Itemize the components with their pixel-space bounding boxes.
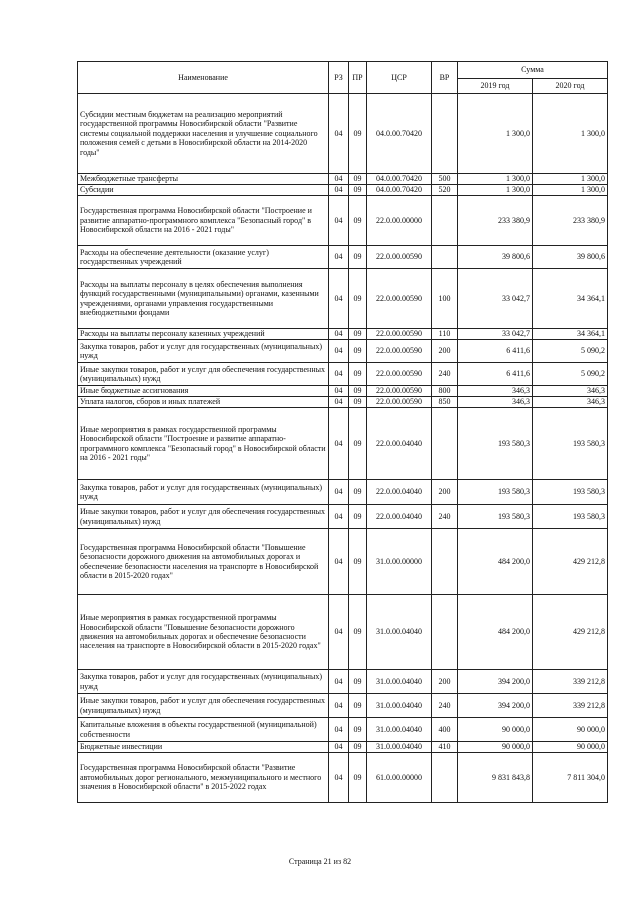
cell-rz: 04 xyxy=(329,397,349,408)
cell-sum-2020: 90 000,0 xyxy=(533,742,608,753)
cell-vr xyxy=(432,595,458,670)
cell-sum-2019: 33 042,7 xyxy=(458,269,533,329)
cell-vr xyxy=(432,529,458,595)
cell-sum-2020: 1 300,0 xyxy=(533,174,608,185)
table-row xyxy=(78,397,608,408)
cell-csr: 22.0.00.00590 xyxy=(367,386,432,397)
cell-vr xyxy=(432,408,458,480)
cell-sum-2019: 1 300,0 xyxy=(458,185,533,196)
cell-csr: 22.0.00.00590 xyxy=(367,340,432,363)
cell-sum-2019: 6 411,6 xyxy=(458,340,533,363)
cell-sum-2020: 193 580,3 xyxy=(533,480,608,505)
cell-sum-2020: 34 364,1 xyxy=(533,269,608,329)
cell-pr: 09 xyxy=(349,529,367,595)
table-row xyxy=(78,753,608,803)
cell-sum-2020: 90 000,0 xyxy=(533,718,608,742)
cell-rz: 04 xyxy=(329,269,349,329)
cell-csr: 22.0.00.00590 xyxy=(367,363,432,386)
cell-sum-2019: 33 042,7 xyxy=(458,329,533,340)
cell-vr: 200 xyxy=(432,340,458,363)
cell-pr: 09 xyxy=(349,329,367,340)
cell-vr: 200 xyxy=(432,480,458,505)
cell-rz: 04 xyxy=(329,174,349,185)
cell-name: Иные закупки товаров, работ и услуг для обеспечения государственных (муниципальных) нужд xyxy=(78,505,329,529)
cell-vr: 500 xyxy=(432,174,458,185)
cell-csr: 22.0.00.00590 xyxy=(367,329,432,340)
cell-name: Иные мероприятия в рамках государственной программы Новосибирской области "Повышение безопасности дорожного движения на автомобильных дорогах и обеспечение безопасности населения на транспорте в Новосибирской области в 2015-2020 годах" xyxy=(78,595,329,670)
cell-pr: 09 xyxy=(349,718,367,742)
cell-rz: 04 xyxy=(329,363,349,386)
cell-name: Иные мероприятия в рамках государственной программы Новосибирской области "Построение и развитие аппаратно-программного комплекса "Безопасный город" в Новосибирской области на 2016 - 2021 годы" xyxy=(78,408,329,480)
cell-vr: 240 xyxy=(432,505,458,529)
cell-name: Субсидии xyxy=(78,185,329,196)
cell-rz: 04 xyxy=(329,340,349,363)
cell-sum-2020: 39 800,6 xyxy=(533,246,608,269)
table-row xyxy=(78,670,608,694)
cell-name: Капитальные вложения в объекты государственной (муниципальной) собственности xyxy=(78,718,329,742)
table-row xyxy=(78,742,608,753)
cell-csr: 31.0.00.00000 xyxy=(367,529,432,595)
cell-sum-2020: 339 212,8 xyxy=(533,670,608,694)
cell-csr: 22.0.00.00590 xyxy=(367,269,432,329)
cell-rz: 04 xyxy=(329,718,349,742)
cell-sum-2020: 339 212,8 xyxy=(533,694,608,718)
cell-name: Государственная программа Новосибирской области "Построение и развитие аппаратно-программного комплекса "Безопасный город" в Новосибирской области на 2016 - 2021 годы" xyxy=(78,196,329,246)
cell-sum-2020: 346,3 xyxy=(533,397,608,408)
cell-vr: 850 xyxy=(432,397,458,408)
cell-pr: 09 xyxy=(349,246,367,269)
cell-rz: 04 xyxy=(329,329,349,340)
cell-name: Уплата налогов, сборов и иных платежей xyxy=(78,397,329,408)
cell-csr: 22.0.00.04040 xyxy=(367,480,432,505)
cell-sum-2019: 346,3 xyxy=(458,386,533,397)
cell-sum-2020: 429 212,8 xyxy=(533,529,608,595)
header-pr: ПР xyxy=(349,62,367,94)
cell-rz: 04 xyxy=(329,753,349,803)
cell-csr: 22.0.00.00590 xyxy=(367,397,432,408)
cell-sum-2019: 1 300,0 xyxy=(458,94,533,174)
cell-sum-2019: 6 411,6 xyxy=(458,363,533,386)
cell-sum-2020: 1 300,0 xyxy=(533,94,608,174)
table-row xyxy=(78,174,608,185)
cell-sum-2020: 34 364,1 xyxy=(533,329,608,340)
cell-csr: 31.0.00.04040 xyxy=(367,595,432,670)
cell-vr: 100 xyxy=(432,269,458,329)
cell-name: Закупка товаров, работ и услуг для государственных (муниципальных) нужд xyxy=(78,480,329,505)
cell-sum-2019: 193 580,3 xyxy=(458,505,533,529)
cell-sum-2020: 233 380,9 xyxy=(533,196,608,246)
table-row xyxy=(78,480,608,505)
cell-sum-2019: 193 580,3 xyxy=(458,408,533,480)
cell-sum-2019: 394 200,0 xyxy=(458,694,533,718)
cell-rz: 04 xyxy=(329,386,349,397)
cell-sum-2019: 39 800,6 xyxy=(458,246,533,269)
cell-rz: 04 xyxy=(329,185,349,196)
cell-rz: 04 xyxy=(329,505,349,529)
cell-name: Иные закупки товаров, работ и услуг для обеспечения государственных (муниципальных) нужд xyxy=(78,694,329,718)
cell-vr: 240 xyxy=(432,363,458,386)
cell-pr: 09 xyxy=(349,363,367,386)
table-row xyxy=(78,329,608,340)
cell-name: Государственная программа Новосибирской области "Развитие автомобильных дорог регионального, межмуниципального и местного значения в Новосибирской области" в 2015-2022 годах xyxy=(78,753,329,803)
cell-rz: 04 xyxy=(329,246,349,269)
cell-rz: 04 xyxy=(329,595,349,670)
cell-pr: 09 xyxy=(349,408,367,480)
cell-sum-2020: 346,3 xyxy=(533,386,608,397)
table-row xyxy=(78,246,608,269)
table-row xyxy=(78,340,608,363)
cell-sum-2020: 7 811 304,0 xyxy=(533,753,608,803)
cell-name: Иные бюджетные ассигнования xyxy=(78,386,329,397)
cell-name: Закупка товаров, работ и услуг для государственных (муниципальных) нужд xyxy=(78,340,329,363)
cell-pr: 09 xyxy=(349,174,367,185)
header-sum: Сумма xyxy=(458,62,608,79)
cell-pr: 09 xyxy=(349,340,367,363)
cell-pr: 09 xyxy=(349,196,367,246)
cell-csr: 31.0.00.04040 xyxy=(367,670,432,694)
cell-name: Государственная программа Новосибирской области "Повышение безопасности дорожного движения на автомобильных дорогах и обеспечение безопасности населения на транспорте в Новосибирской области в 2015-2020 годах" xyxy=(78,529,329,595)
cell-vr: 400 xyxy=(432,718,458,742)
table-row xyxy=(78,505,608,529)
cell-sum-2019: 90 000,0 xyxy=(458,718,533,742)
header-year-2020: 2020 год xyxy=(533,79,608,94)
cell-sum-2020: 5 090,2 xyxy=(533,363,608,386)
cell-csr: 31.0.00.04040 xyxy=(367,742,432,753)
cell-name: Расходы на выплаты персоналу в целях обеспечения выполнения функций государственными (муниципальными) органами, казенными учреждениями, органами управления государственными внебюджетными фондами xyxy=(78,269,329,329)
cell-name: Расходы на обеспечение деятельности (оказание услуг) государственных учреждений xyxy=(78,246,329,269)
cell-pr: 09 xyxy=(349,694,367,718)
cell-pr: 09 xyxy=(349,397,367,408)
page-number: Страница 21 из 82 xyxy=(288,857,352,866)
cell-name: Иные закупки товаров, работ и услуг для обеспечения государственных (муниципальных) нужд xyxy=(78,363,329,386)
cell-csr: 04.0.00.70420 xyxy=(367,94,432,174)
cell-csr: 31.0.00.04040 xyxy=(367,718,432,742)
cell-csr: 22.0.00.00000 xyxy=(367,196,432,246)
cell-name: Бюджетные инвестиции xyxy=(78,742,329,753)
cell-vr xyxy=(432,246,458,269)
cell-pr: 09 xyxy=(349,742,367,753)
cell-sum-2019: 193 580,3 xyxy=(458,480,533,505)
cell-pr: 09 xyxy=(349,670,367,694)
cell-vr: 110 xyxy=(432,329,458,340)
cell-sum-2019: 484 200,0 xyxy=(458,595,533,670)
cell-sum-2020: 5 090,2 xyxy=(533,340,608,363)
table-body xyxy=(78,94,608,803)
cell-pr: 09 xyxy=(349,386,367,397)
cell-rz: 04 xyxy=(329,670,349,694)
table-row xyxy=(78,196,608,246)
cell-rz: 04 xyxy=(329,196,349,246)
cell-csr: 22.0.00.00590 xyxy=(367,246,432,269)
cell-sum-2020: 429 212,8 xyxy=(533,595,608,670)
cell-sum-2019: 9 831 843,8 xyxy=(458,753,533,803)
cell-pr: 09 xyxy=(349,185,367,196)
cell-sum-2019: 233 380,9 xyxy=(458,196,533,246)
cell-rz: 04 xyxy=(329,480,349,505)
cell-name: Межбюджетные трансферты xyxy=(78,174,329,185)
table-row xyxy=(78,363,608,386)
cell-vr: 800 xyxy=(432,386,458,397)
table-row xyxy=(78,408,608,480)
cell-vr xyxy=(432,94,458,174)
table-row xyxy=(78,386,608,397)
table-row xyxy=(78,94,608,174)
cell-vr: 520 xyxy=(432,185,458,196)
table-row xyxy=(78,529,608,595)
cell-vr xyxy=(432,196,458,246)
cell-csr: 31.0.00.04040 xyxy=(367,694,432,718)
cell-vr: 240 xyxy=(432,694,458,718)
cell-name: Закупка товаров, работ и услуг для государственных (муниципальных) нужд xyxy=(78,670,329,694)
table-row xyxy=(78,185,608,196)
cell-pr: 09 xyxy=(349,269,367,329)
table-row xyxy=(78,694,608,718)
cell-pr: 09 xyxy=(349,480,367,505)
header-csr: ЦСР xyxy=(367,62,432,94)
cell-csr: 04.0.00.70420 xyxy=(367,174,432,185)
table-row xyxy=(78,269,608,329)
cell-sum-2020: 193 580,3 xyxy=(533,505,608,529)
table-row xyxy=(78,718,608,742)
header-year-2019: 2019 год xyxy=(458,79,533,94)
header-rz: РЗ xyxy=(329,62,349,94)
cell-pr: 09 xyxy=(349,753,367,803)
cell-vr xyxy=(432,753,458,803)
cell-sum-2020: 193 580,3 xyxy=(533,408,608,480)
cell-csr: 61.0.00.00000 xyxy=(367,753,432,803)
cell-rz: 04 xyxy=(329,694,349,718)
cell-vr: 410 xyxy=(432,742,458,753)
header-name: Наименование xyxy=(78,62,329,94)
cell-csr: 04.0.00.70420 xyxy=(367,185,432,196)
cell-rz: 04 xyxy=(329,529,349,595)
cell-sum-2019: 1 300,0 xyxy=(458,174,533,185)
table-row xyxy=(78,595,608,670)
cell-pr: 09 xyxy=(349,505,367,529)
cell-sum-2019: 346,3 xyxy=(458,397,533,408)
cell-rz: 04 xyxy=(329,408,349,480)
budget-table xyxy=(77,61,608,803)
header-vr: ВР xyxy=(432,62,458,94)
cell-vr: 200 xyxy=(432,670,458,694)
cell-sum-2019: 394 200,0 xyxy=(458,670,533,694)
cell-sum-2019: 90 000,0 xyxy=(458,742,533,753)
cell-pr: 09 xyxy=(349,595,367,670)
cell-csr: 22.0.00.04040 xyxy=(367,408,432,480)
cell-pr: 09 xyxy=(349,94,367,174)
cell-sum-2020: 1 300,0 xyxy=(533,185,608,196)
cell-sum-2019: 484 200,0 xyxy=(458,529,533,595)
cell-rz: 04 xyxy=(329,94,349,174)
cell-csr: 22.0.00.04040 xyxy=(367,505,432,529)
cell-name: Субсидии местным бюджетам на реализацию мероприятий государственной программы Новосибирской области "Развитие системы социальной поддержки населения и улучшение социального положения семей с детьми в Новосибирской области на 2014-2020 годы" xyxy=(78,94,329,174)
cell-rz: 04 xyxy=(329,742,349,753)
cell-name: Расходы на выплаты персоналу казенных учреждений xyxy=(78,329,329,340)
